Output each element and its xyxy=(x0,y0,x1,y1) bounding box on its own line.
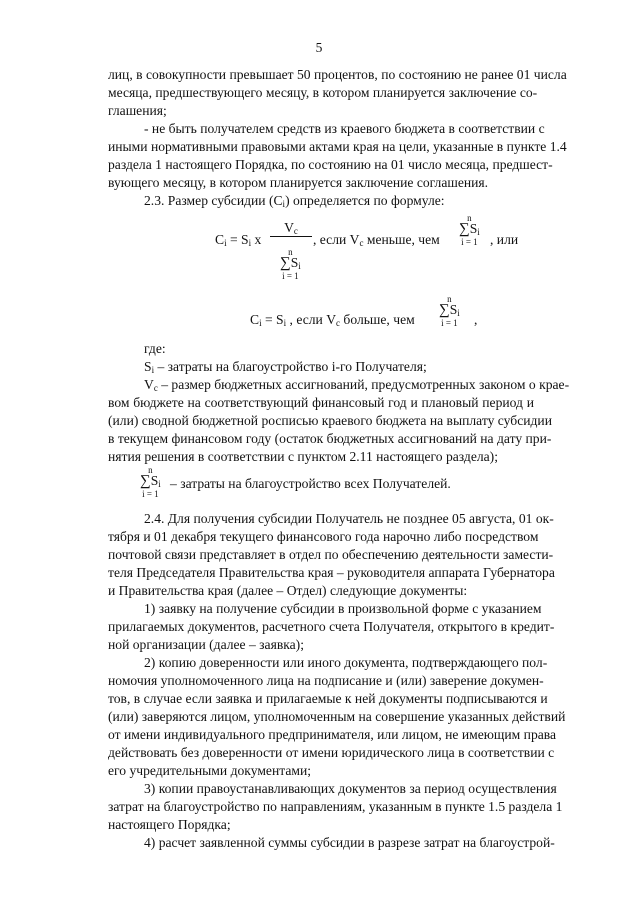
text-line: почтовой связи представляет в отдел по обеспечению деятельности замести- xyxy=(108,547,554,562)
formula-tail: , или xyxy=(490,232,519,247)
text-line: от имени индивидуального предпринимателя, или лицом, не имеющим права xyxy=(108,727,557,742)
formula-lhs: $C_i = S_i$ x xyxy=(215,232,262,248)
text-line: ной организации (далее – заявка); xyxy=(108,637,304,652)
sum-symbol: n $\sum S_i$ i = 1 xyxy=(280,247,301,281)
text-line: лиц, в совокупности превышает 50 процентов, по состоянию не ранее 01 числа xyxy=(108,67,567,82)
sum-symbol: n $\sum S_i$ i = 1 xyxy=(439,294,460,328)
text-line: тября и 01 декабря текущего финансового года нарочно либо посредством xyxy=(108,529,539,544)
text-line: и Правительства края (далее – Отдел) следующие документы: xyxy=(108,583,468,598)
list-item-3: 3) копии правоустанавливающих документов за период осуществления xyxy=(144,781,557,796)
text-line: - не быть получателем средств из краевого бюджета в соответствии с xyxy=(144,121,545,136)
text-line: затрат на благоустройство по направлениям, указанным в пункте 1.5 раздела 1 xyxy=(108,799,563,814)
text-line: (или) сводной бюджетной росписью краевого бюджета на выплату субсидии xyxy=(108,413,552,428)
where-label: где: xyxy=(144,341,166,356)
text-line: иными нормативными правовыми актами края на цели, указанные в пункте 1.4 xyxy=(108,139,567,154)
definition-sum-text: – затраты на благоустройство всех Получателей. xyxy=(170,476,451,491)
definition-s: $S_i$ – затраты на благоустройство i-го Получателя; xyxy=(144,359,427,375)
text-line: тов, в случае если заявка и прилагаемые к ней документы подписываются и xyxy=(108,691,548,706)
text-line: в текущем финансовом году (остаток бюджетных ассигнований на дату при- xyxy=(108,431,552,446)
text-line: вующего месяцу, в котором планируется заключение соглашения. xyxy=(108,175,489,190)
list-item-1: 1) заявку на получение субсидии в произвольной форме с указанием xyxy=(144,601,542,616)
page-number: 5 xyxy=(315,40,323,55)
formula-tail: , xyxy=(474,312,478,327)
list-item-4: 4) расчет заявленной суммы субсидии в разрезе затрат на благоустрой- xyxy=(144,835,555,850)
text-line: настоящего Порядка; xyxy=(108,817,231,832)
text-line: раздела 1 настоящего Порядка, по состоянию на 01 число месяца, предшест- xyxy=(108,157,553,172)
text-line: месяца, предшествующего месяцу, в котором планируется заключение со- xyxy=(108,85,538,100)
text-line: глашения; xyxy=(108,103,167,118)
sum-symbol: n $\sum S_i$ i = 1 xyxy=(140,465,161,499)
text-line: номочия уполномоченного лица на подписание и (или) заверение докумен- xyxy=(108,673,544,688)
formula-fraction: $V_c$ xyxy=(270,220,312,237)
text-line: (или) заверяются лицом, уполномоченным на совершение указанных действий xyxy=(108,709,566,724)
text-line: прилагаемых документов, расчетного счета Получателя, открытого в кредит- xyxy=(108,619,555,634)
formula-condition: , если $V_c$ меньше, чем xyxy=(313,232,440,248)
sum-symbol: n $\sum S_i$ i = 1 xyxy=(459,213,480,247)
text-line: нятия решения в соответствии с пунктом 2.11 настоящего раздела); xyxy=(108,449,498,464)
text-line: 2.4. Для получения субсидии Получатель не позднее 05 августа, 01 ок- xyxy=(144,511,554,526)
text-line: теля Председателя Правительства края – руководителя аппарата Губернатора xyxy=(108,565,555,580)
list-item-2: 2) копию доверенности или иного документа, подтверждающего пол- xyxy=(144,655,548,670)
text-line: 2.3. Размер субсидии $(C_i)$ определяется по формуле: xyxy=(144,193,445,209)
formula-lhs: $C_i = S_i$ , если $V_c$ больше, чем xyxy=(250,312,415,328)
text-line: вом бюджете на соответствующий финансовый год и плановый период и xyxy=(108,395,534,410)
text-line: его учредительными документами; xyxy=(108,763,312,778)
text-line: действовать без доверенности от имени юридического лица в соответствии с xyxy=(108,745,555,760)
definition-v: $V_c$ – размер бюджетных ассигнований, предусмотренных законом о крае- xyxy=(144,377,570,393)
